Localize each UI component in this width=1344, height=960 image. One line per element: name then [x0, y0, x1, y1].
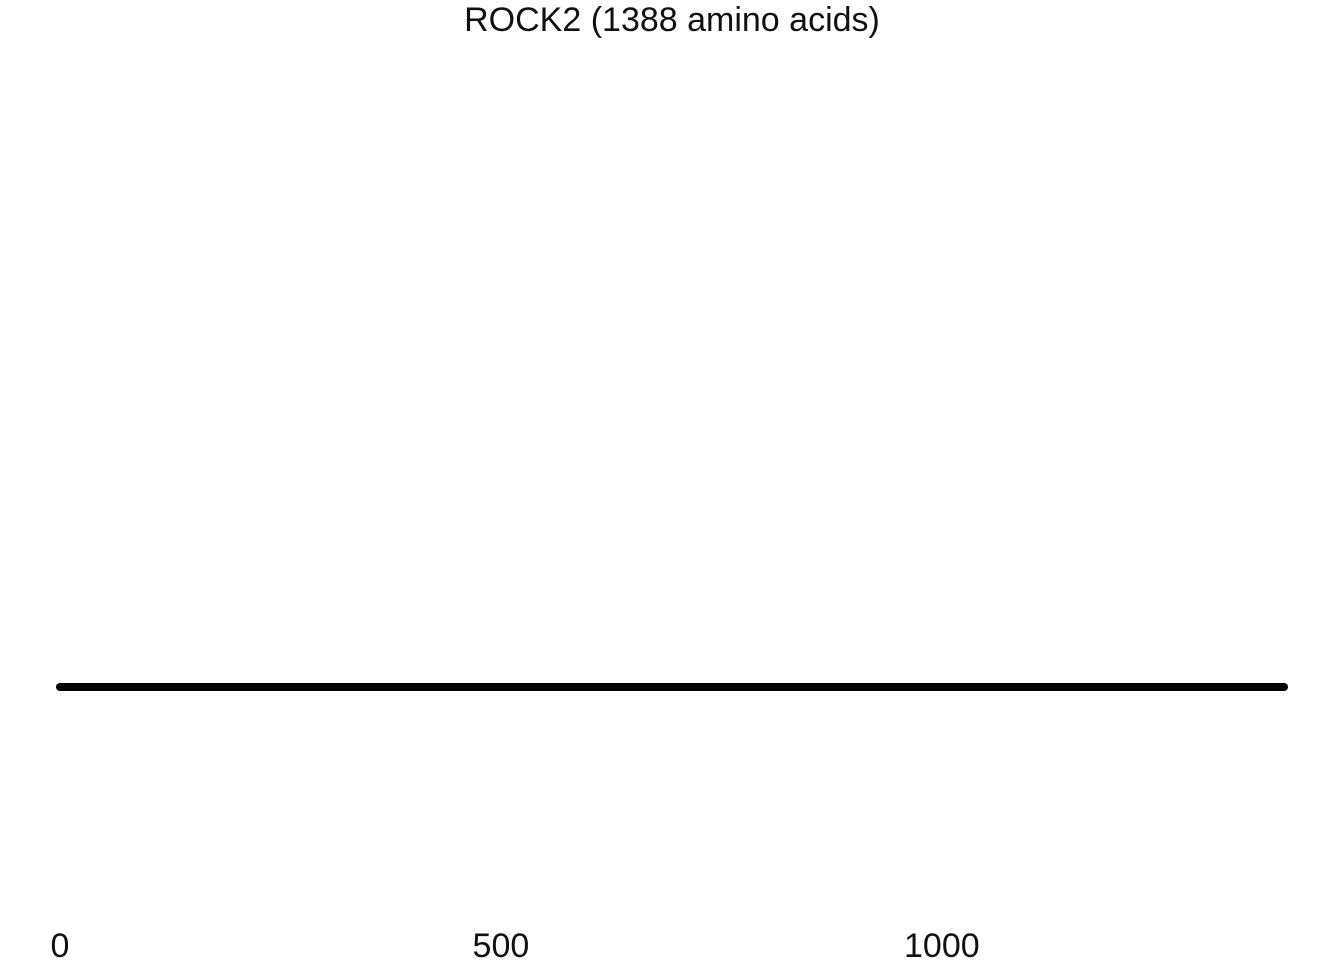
tick-label-500: 500 [472, 927, 530, 960]
diagram-title: ROCK2 (1388 amino acids) [464, 1, 880, 39]
axis-tick-labels [51, 927, 980, 960]
tick-label-0: 0 [50, 927, 70, 960]
tick-label-1000: 1000 [904, 927, 980, 960]
